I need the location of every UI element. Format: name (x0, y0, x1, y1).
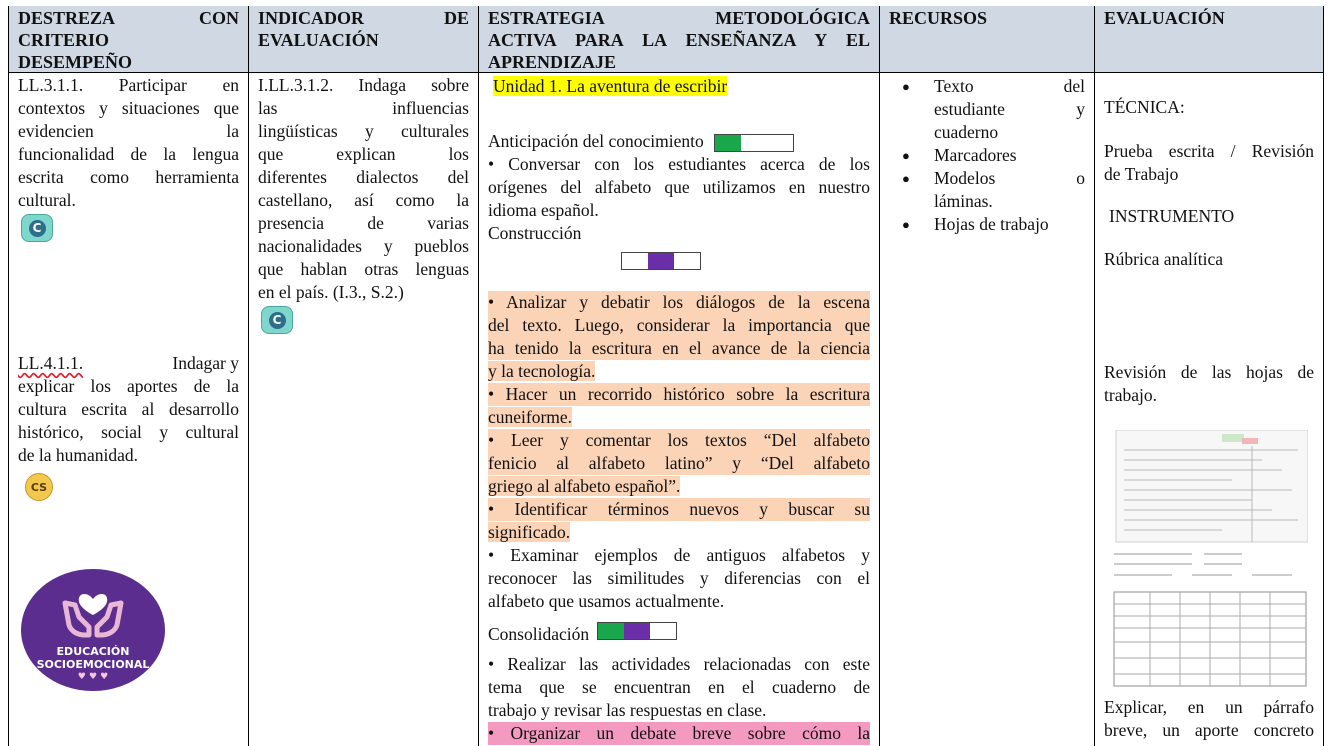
rubrica-label: Rúbrica analítica (1104, 249, 1224, 269)
educacion-socioemocional-badge (21, 569, 165, 691)
header-recursos-text: RECURSOS (889, 8, 988, 28)
explicar-text (1104, 696, 1314, 742)
anticipacion-item (488, 153, 870, 222)
progress-bar-anticipacion (714, 134, 794, 152)
c5-line: alfabeto que usamos actualmente. (488, 591, 725, 611)
c4-line: significado. (488, 522, 571, 542)
bar-segment-green (598, 623, 624, 639)
indicador-text (258, 74, 469, 304)
destreza-d1-line: evidencien la (18, 121, 239, 141)
c1-line: y la tecnología. (488, 361, 596, 381)
k1-line: tema que se encuentran en el cuaderno de (488, 677, 870, 697)
tecnica-value (1104, 140, 1314, 186)
destreza-d1-line: escrita como herramienta (18, 167, 239, 187)
c5-line: • Examinar ejemplos de antiguos alfabetos y (488, 545, 870, 565)
recursos-list (880, 75, 1085, 236)
destreza-d2-code: LL.4.1.1. (18, 353, 84, 373)
header-destreza-line1: DESTREZA CON (18, 8, 239, 28)
c5-line: reconocer las similitudes y diferencias con el (488, 568, 870, 588)
recurso-line: cuaderno (934, 122, 999, 142)
destreza-d2-line: explicar los aportes de la (18, 376, 239, 396)
destreza-d1-line: funcionalidad de la lengua (18, 144, 239, 164)
column-recursos (879, 6, 1094, 746)
recurso-line: estudiante y (934, 99, 1085, 119)
progress-bar-consolidacion (597, 622, 677, 640)
badge-line2: SOCIOEMOCIONAL (36, 658, 150, 671)
progress-bar-construccion (621, 252, 701, 270)
bar-segment-purple (648, 253, 674, 269)
consolidacion-item-2 (488, 722, 870, 745)
construccion-item-1 (488, 291, 870, 383)
destreza-d1-line: contextos y situaciones que (18, 98, 239, 118)
destreza-d2-line: de la humanidad. (18, 445, 139, 465)
consolidacion-heading (488, 622, 870, 646)
unidad-title-text: Unidad 1. La aventura de escribir (493, 76, 728, 96)
recurso-line: láminas. (934, 191, 993, 211)
header-indicador-line2: EVALUACIÓN (258, 30, 379, 50)
indicador-line: que hablan otras lenguas (258, 259, 469, 279)
explicar-line: Explicar, en un párrafo (1104, 697, 1314, 717)
destreza-d2-line: Indagar y (172, 353, 239, 373)
header-destreza-line3: DESEMPEÑO (18, 52, 133, 72)
recurso-line: ● Marcadores (934, 145, 1017, 165)
header-destreza (9, 6, 248, 73)
header-evaluacion-text: EVALUACIÓN (1104, 8, 1225, 28)
indicador-line: presencia de varias (258, 213, 469, 233)
badge-line1: EDUCACIÓN (56, 645, 130, 658)
indicador-line: I.LL.3.1.2. Indaga sobre (258, 75, 469, 95)
prueba-line: Prueba escrita / Revisión (1104, 141, 1314, 161)
explicar-line: breve, un aporte concreto (1104, 720, 1314, 740)
column-destreza (8, 6, 248, 746)
recurso-item (880, 144, 1085, 167)
k1-line: • Realizar las actividades relacionadas con este (488, 654, 870, 674)
column-estrategia (478, 6, 879, 746)
k1-line: trabajo y revisar las respuestas en clase. (488, 700, 767, 720)
bar-segment-purple (624, 623, 650, 639)
unidad-title (493, 75, 870, 98)
competencia-c-icon (21, 214, 53, 242)
consolidacion-label: Consolidación (488, 624, 590, 644)
c3-line: griego al alfabeto español”. (488, 476, 681, 496)
competencia-cs-icon (25, 473, 53, 501)
header-evaluacion (1095, 6, 1323, 73)
recurso-line: ● Texto del (934, 76, 1085, 96)
construccion-bar-wrap (621, 248, 701, 271)
header-destreza-line2: CRITERIO (18, 30, 110, 50)
c3-line: • Leer y comentar los textos “Del alfabeto (488, 430, 870, 450)
tecnica-label: TÉCNICA: (1104, 97, 1185, 117)
bar-segment-green (715, 135, 741, 151)
recurso-item (880, 213, 1085, 236)
indicador-line: diferentes dialectos del (258, 167, 469, 187)
competencia-c-icon-2 (261, 306, 293, 334)
recurso-line: ● Hojas de trabajo (934, 214, 1049, 234)
c2-line: cuneiforme. (488, 407, 573, 427)
destreza-ll-4-1-1 (18, 352, 239, 467)
c2-line: • Hacer un recorrido histórico sobre la escritura (488, 384, 870, 404)
revision-line: trabajo. (1104, 385, 1157, 405)
anticipacion-heading (488, 130, 870, 153)
construccion-item-4 (488, 498, 870, 544)
header-estrategia (479, 6, 879, 73)
construccion-item-3 (488, 429, 870, 498)
revision-text (1104, 361, 1314, 407)
a1-line: • Conversar con los estudiantes acerca de los (488, 154, 870, 174)
destreza-d2-first-line (18, 352, 239, 375)
destreza-d2-line: histórico, social y cultural (18, 422, 239, 442)
badge-hearts: ♥ ♥ ♥ (77, 672, 109, 682)
header-recursos (880, 6, 1094, 73)
construccion-heading (488, 222, 870, 245)
anticipacion-label: Anticipación del conocimiento (488, 131, 704, 151)
competencia-cs-letters: CS (30, 480, 48, 494)
construccion-item-5 (488, 544, 870, 613)
prueba-line: de Trabajo (1104, 164, 1179, 184)
c3-line: fenicio al alfabeto latino” y “Del alfabeto (488, 453, 870, 473)
recurso-item (880, 75, 1085, 144)
destreza-ll-3-1-1 (18, 74, 239, 212)
revision-line: Revisión de las hojas de (1104, 362, 1314, 382)
competencia-c-letter: C (29, 220, 46, 237)
recurso-line: ● Modelos o (934, 168, 1085, 188)
construccion-item-2 (488, 383, 870, 429)
destreza-d1-line: cultural. (18, 190, 76, 210)
indicador-line: castellano, así como la (258, 190, 469, 210)
a1-line: idioma español. (488, 200, 599, 220)
recursos-body (880, 74, 1094, 236)
column-indicador (248, 6, 478, 746)
indicador-line: que explican los (258, 144, 469, 164)
instrumento-label: INSTRUMENTO (1109, 206, 1235, 226)
consolidacion-item-1 (488, 653, 870, 722)
destreza-d1-line: LL.3.1.1. Participar en (18, 75, 239, 95)
k2-line: • Organizar un debate breve sobre cómo la (488, 723, 870, 743)
header-estrategia-line3: APRENDIZAJE (488, 52, 617, 72)
worksheet-thumbnail-image (1112, 430, 1308, 688)
header-estrategia-line2: ACTIVA PARA LA ENSEÑANZA Y EL (488, 30, 870, 50)
recurso-item (880, 167, 1085, 213)
header-estrategia-line1: ESTRATEGIA METODOLÓGICA (488, 8, 870, 28)
header-indicador-line1: INDICADOR DE (258, 8, 469, 28)
construccion-label: Construcción (488, 223, 582, 243)
c1-line: del texto. Luego, considerar la importancia que (488, 315, 870, 335)
indicador-line: las influencias (258, 98, 469, 118)
destreza-d2-line: cultura escrita al desarrollo (18, 399, 239, 419)
indicador-line: en el país. (I.3., S.2.) (258, 282, 404, 302)
a1-line: orígenes del alfabeto que utilizamos en nuestro (488, 177, 870, 197)
indicador-line: lingüísticas y culturales (258, 121, 469, 141)
hands-heart-icon (21, 569, 165, 645)
c4-line: • Identificar términos nuevos y buscar su (488, 499, 870, 519)
c1-line: • Analizar y debatir los diálogos de la escena (488, 292, 870, 312)
header-indicador (249, 6, 478, 73)
c1-line: ha tenido la escritura en el avance de la ciencia (488, 338, 870, 358)
indicador-line: nacionalidades y pueblos (258, 236, 469, 256)
competencia-c-letter: C (269, 312, 286, 329)
